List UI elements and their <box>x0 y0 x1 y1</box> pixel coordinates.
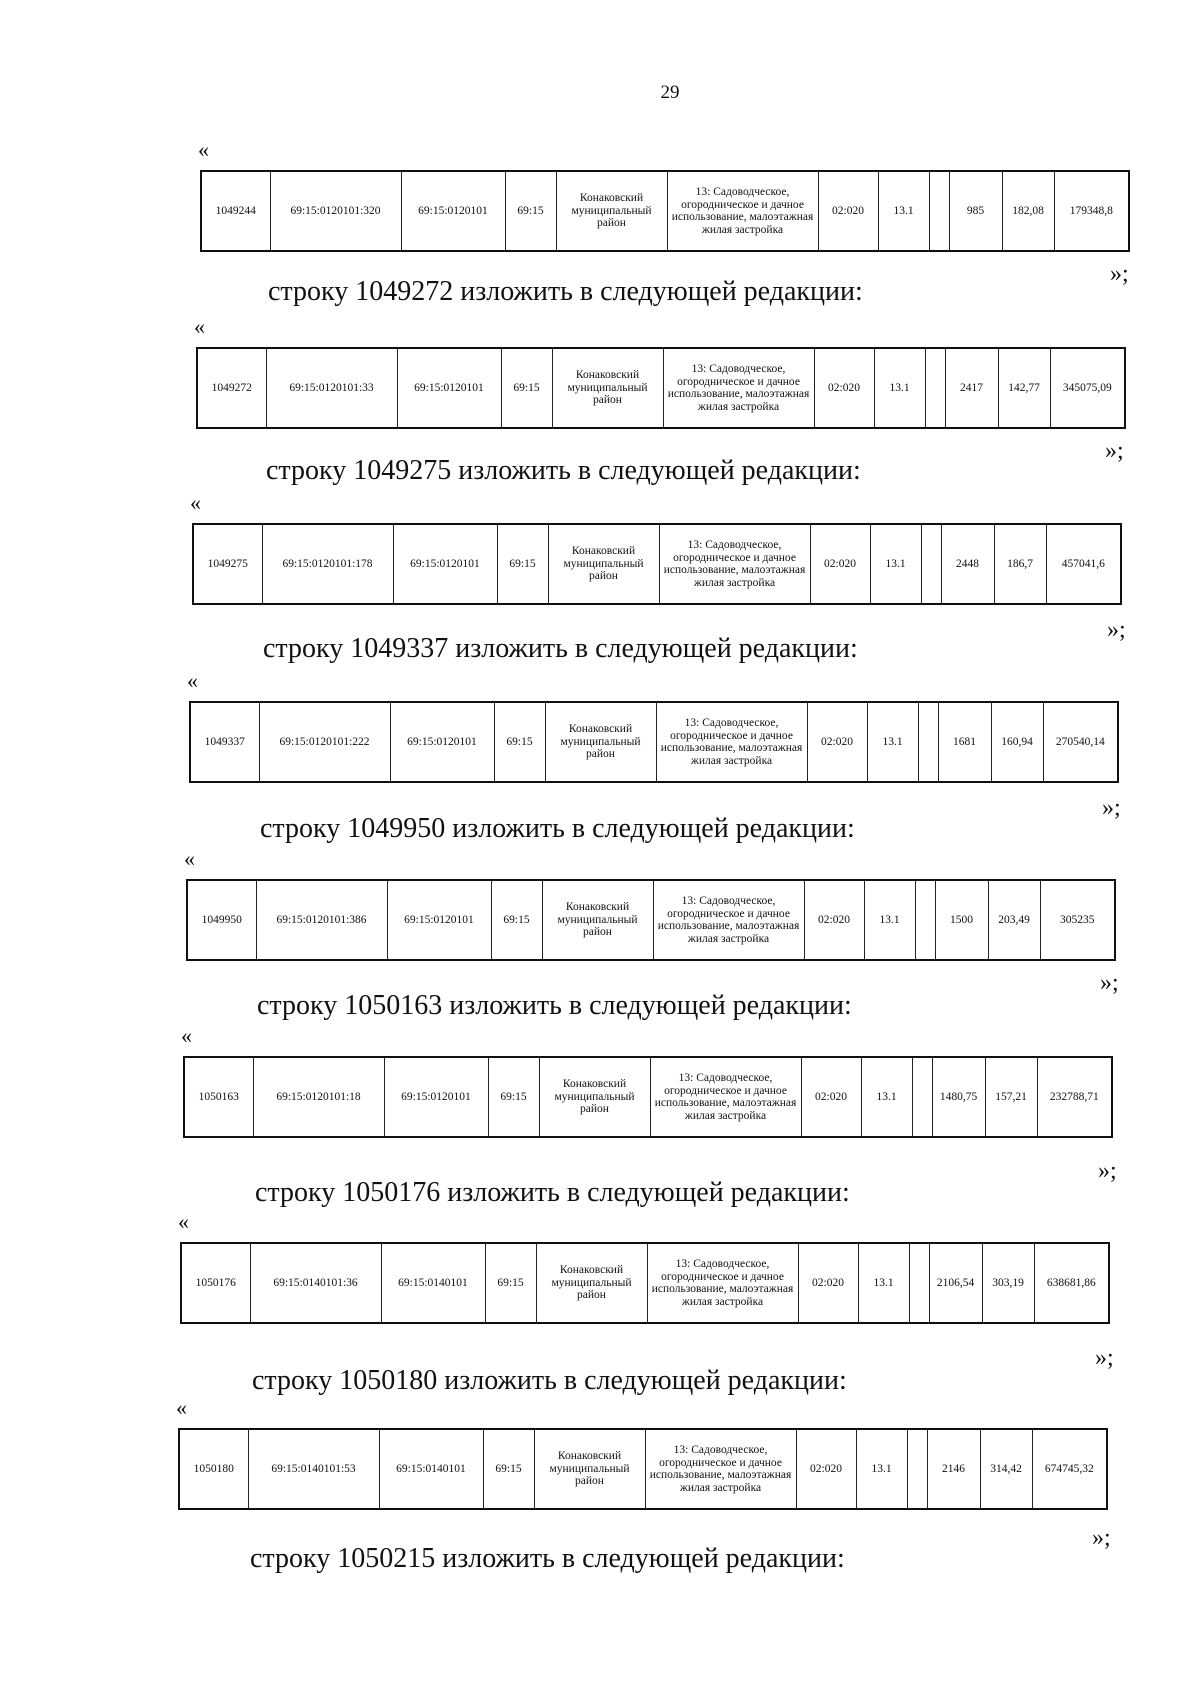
area-cell: 2417 <box>945 348 998 428</box>
table-row <box>190 702 1118 782</box>
group-cell: 13.1 <box>878 171 929 251</box>
group-cell: 13.1 <box>864 880 915 960</box>
district-code-cell: 69:15 <box>494 702 545 782</box>
amended-row-table <box>183 1056 1113 1138</box>
table-row <box>187 880 1115 960</box>
empty-cell <box>915 880 935 960</box>
group-cell: 13.1 <box>870 524 921 604</box>
cadastral-number-cell: 69:15:0120101:18 <box>253 1057 384 1137</box>
municipality-cell: Конаковский муниципальный район <box>552 348 663 428</box>
cadastral-quarter-cell: 69:15:0120101 <box>390 702 494 782</box>
row-id-cell: 1049275 <box>193 524 262 604</box>
municipality-cell: Конаковский муниципальный район <box>542 880 653 960</box>
row-id-cell: 1049272 <box>197 348 266 428</box>
page-number: 29 <box>660 82 680 103</box>
amended-row-table <box>200 170 1130 252</box>
cadastral-value-cell: 345075,09 <box>1050 348 1125 428</box>
group-cell: 13.1 <box>861 1057 912 1137</box>
closing-quote: »; <box>1092 1525 1111 1551</box>
amended-row-table <box>196 347 1126 429</box>
land-use-cell: 13: Садоводческое, огородническое и дачное использование, малоэтажная жилая застройка <box>650 1057 801 1137</box>
code-cell: 02:020 <box>818 171 878 251</box>
code-cell: 02:020 <box>804 880 864 960</box>
rate-cell: 314,42 <box>980 1429 1032 1509</box>
empty-cell <box>912 1057 932 1137</box>
amendment-heading: строку 1050215 изложить в следующей редакции: <box>250 1543 845 1574</box>
area-cell: 1681 <box>938 702 991 782</box>
opening-quote: « <box>194 314 205 339</box>
opening-quote: « <box>181 1023 192 1048</box>
amendment-heading: строку 1049272 изложить в следующей редакции: <box>268 276 863 307</box>
closing-quote: »; <box>1105 438 1124 464</box>
row-id-cell: 1050163 <box>184 1057 253 1137</box>
table-row <box>184 1057 1112 1137</box>
district-code-cell: 69:15 <box>485 1243 536 1323</box>
cadastral-value-cell: 457041,6 <box>1046 524 1121 604</box>
municipality-cell: Конаковский муниципальный район <box>536 1243 647 1323</box>
amendment-heading: строку 1050176 изложить в следующей редакции: <box>255 1177 850 1208</box>
district-code-cell: 69:15 <box>501 348 552 428</box>
table-row <box>197 348 1125 428</box>
district-code-cell: 69:15 <box>497 524 548 604</box>
cadastral-number-cell: 69:15:0120101:178 <box>262 524 393 604</box>
amendment-heading: строку 1049275 изложить в следующей редакции: <box>266 455 861 486</box>
row-id-cell: 1050180 <box>179 1429 248 1509</box>
municipality-cell: Конаковский муниципальный район <box>545 702 656 782</box>
municipality-cell: Конаковский муниципальный район <box>539 1057 650 1137</box>
empty-cell <box>921 524 941 604</box>
table-row <box>201 171 1129 251</box>
rate-cell: 186,7 <box>994 524 1046 604</box>
cadastral-number-cell: 69:15:0120101:33 <box>266 348 397 428</box>
code-cell: 02:020 <box>807 702 867 782</box>
municipality-cell: Конаковский муниципальный район <box>556 171 667 251</box>
code-cell: 02:020 <box>798 1243 858 1323</box>
empty-cell <box>907 1429 927 1509</box>
cadastral-number-cell: 69:15:0120101:222 <box>259 702 390 782</box>
district-code-cell: 69:15 <box>491 880 542 960</box>
group-cell: 13.1 <box>858 1243 909 1323</box>
empty-cell <box>929 171 949 251</box>
cadastral-value-cell: 179348,8 <box>1054 171 1129 251</box>
area-cell: 2106,54 <box>929 1243 982 1323</box>
municipality-cell: Конаковский муниципальный район <box>534 1429 645 1509</box>
cadastral-quarter-cell: 69:15:0120101 <box>387 880 491 960</box>
area-cell: 1480,75 <box>932 1057 985 1137</box>
rate-cell: 303,19 <box>982 1243 1034 1323</box>
code-cell: 02:020 <box>814 348 874 428</box>
cadastral-quarter-cell: 69:15:0140101 <box>381 1243 485 1323</box>
table-row <box>179 1429 1107 1509</box>
empty-cell <box>925 348 945 428</box>
land-use-cell: 13: Садоводческое, огородническое и дачное использование, малоэтажная жилая застройка <box>659 524 810 604</box>
area-cell: 2146 <box>927 1429 980 1509</box>
group-cell: 13.1 <box>874 348 925 428</box>
opening-quote: « <box>198 137 209 162</box>
cadastral-quarter-cell: 69:15:0120101 <box>393 524 497 604</box>
amended-row-table <box>180 1242 1110 1324</box>
amendment-heading: строку 1050180 изложить в следующей редакции: <box>252 1365 847 1396</box>
rate-cell: 157,21 <box>985 1057 1037 1137</box>
cadastral-quarter-cell: 69:15:0120101 <box>397 348 501 428</box>
area-cell: 985 <box>949 171 1002 251</box>
closing-quote: »; <box>1100 970 1119 996</box>
land-use-cell: 13: Садоводческое, огородническое и дачное использование, малоэтажная жилая застройка <box>653 880 804 960</box>
rate-cell: 142,77 <box>998 348 1050 428</box>
rate-cell: 203,49 <box>988 880 1040 960</box>
municipality-cell: Конаковский муниципальный район <box>548 524 659 604</box>
table-row <box>193 524 1121 604</box>
rate-cell: 182,08 <box>1002 171 1054 251</box>
amendment-heading: строку 1049337 изложить в следующей редакции: <box>263 633 858 664</box>
cadastral-quarter-cell: 69:15:0140101 <box>379 1429 483 1509</box>
opening-quote: « <box>176 1395 187 1420</box>
row-id-cell: 1049950 <box>187 880 256 960</box>
opening-quote: « <box>190 490 201 515</box>
rate-cell: 160,94 <box>991 702 1043 782</box>
district-code-cell: 69:15 <box>505 171 556 251</box>
opening-quote: « <box>184 846 195 871</box>
code-cell: 02:020 <box>801 1057 861 1137</box>
closing-quote: »; <box>1110 261 1129 287</box>
empty-cell <box>918 702 938 782</box>
cadastral-quarter-cell: 69:15:0120101 <box>401 171 505 251</box>
area-cell: 2448 <box>941 524 994 604</box>
opening-quote: « <box>178 1209 189 1234</box>
area-cell: 1500 <box>935 880 988 960</box>
cadastral-value-cell: 674745,32 <box>1032 1429 1107 1509</box>
amendment-heading: строку 1049950 изложить в следующей редакции: <box>260 813 855 844</box>
closing-quote: »; <box>1102 795 1121 821</box>
cadastral-value-cell: 232788,71 <box>1037 1057 1112 1137</box>
land-use-cell: 13: Садоводческое, огородническое и дачное использование, малоэтажная жилая застройка <box>663 348 814 428</box>
amended-row-table <box>192 523 1122 605</box>
cadastral-number-cell: 69:15:0120101:320 <box>270 171 401 251</box>
opening-quote: « <box>187 668 198 693</box>
amended-row-table <box>189 701 1119 783</box>
table-row <box>181 1243 1109 1323</box>
amendment-heading: строку 1050163 изложить в следующей редакции: <box>257 990 852 1021</box>
row-id-cell: 1049337 <box>190 702 259 782</box>
closing-quote: »; <box>1107 617 1126 643</box>
empty-cell <box>909 1243 929 1323</box>
code-cell: 02:020 <box>810 524 870 604</box>
cadastral-number-cell: 69:15:0140101:53 <box>248 1429 379 1509</box>
group-cell: 13.1 <box>867 702 918 782</box>
district-code-cell: 69:15 <box>483 1429 534 1509</box>
land-use-cell: 13: Садоводческое, огородническое и дачное использование, малоэтажная жилая застройка <box>667 171 818 251</box>
land-use-cell: 13: Садоводческое, огородническое и дачное использование, малоэтажная жилая застройка <box>647 1243 798 1323</box>
code-cell: 02:020 <box>796 1429 856 1509</box>
cadastral-quarter-cell: 69:15:0120101 <box>384 1057 488 1137</box>
amended-row-table <box>186 879 1116 961</box>
cadastral-value-cell: 638681,86 <box>1034 1243 1109 1323</box>
row-id-cell: 1049244 <box>201 171 270 251</box>
closing-quote: »; <box>1095 1345 1114 1371</box>
closing-quote: »; <box>1098 1158 1117 1184</box>
land-use-cell: 13: Садоводческое, огородническое и дачное использование, малоэтажная жилая застройка <box>656 702 807 782</box>
cadastral-number-cell: 69:15:0140101:36 <box>250 1243 381 1323</box>
amended-row-table <box>178 1428 1108 1510</box>
cadastral-value-cell: 305235 <box>1040 880 1115 960</box>
cadastral-value-cell: 270540,14 <box>1043 702 1118 782</box>
cadastral-number-cell: 69:15:0120101:386 <box>256 880 387 960</box>
group-cell: 13.1 <box>856 1429 907 1509</box>
row-id-cell: 1050176 <box>181 1243 250 1323</box>
district-code-cell: 69:15 <box>488 1057 539 1137</box>
land-use-cell: 13: Садоводческое, огородническое и дачное использование, малоэтажная жилая застройка <box>645 1429 796 1509</box>
